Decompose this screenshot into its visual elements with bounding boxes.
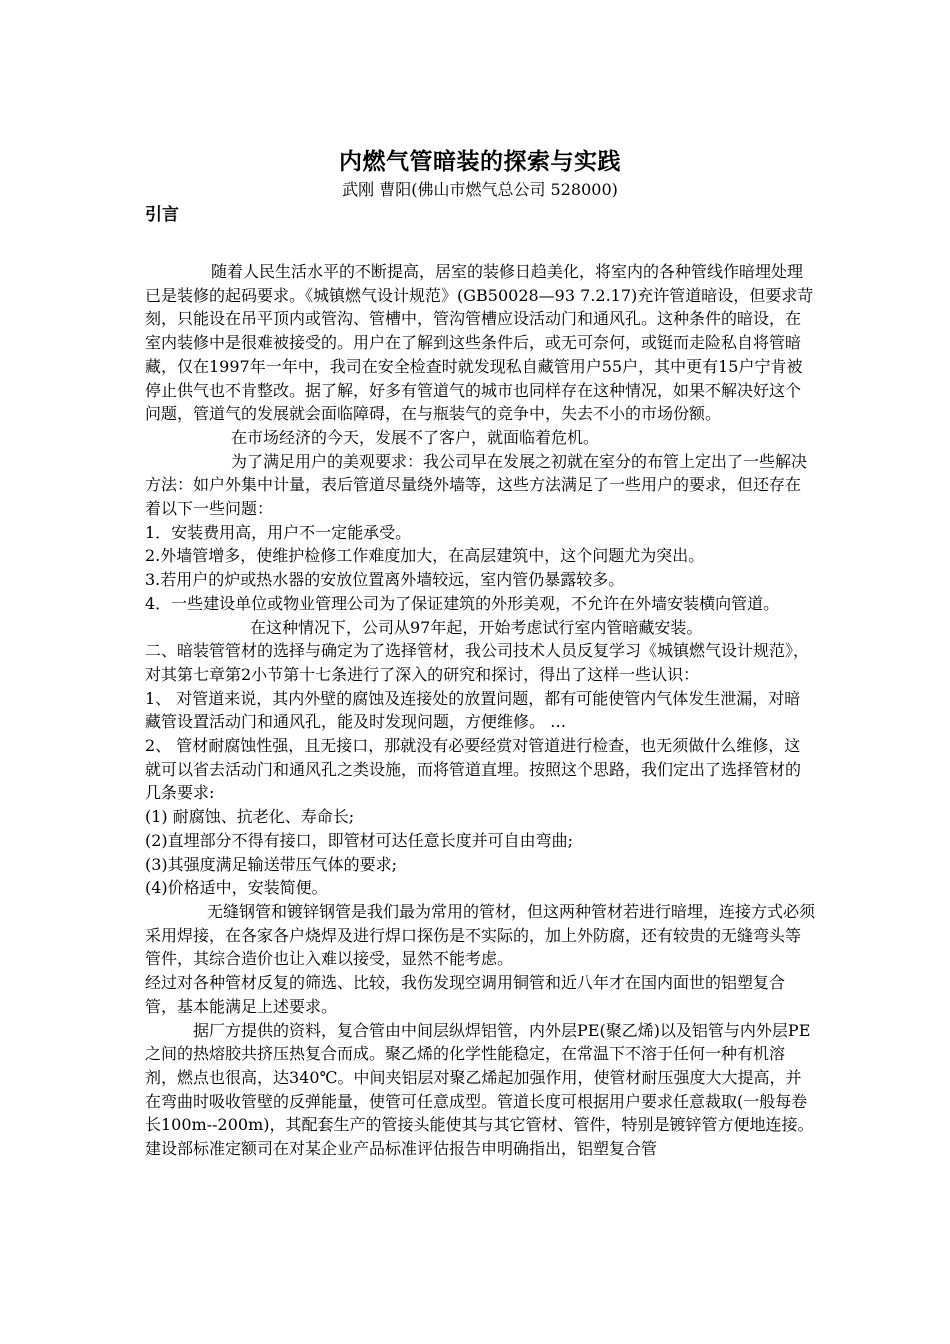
list-item: 2.外墙管增多，使维护检修工作难度加大，在高层建筑中，这个问题尤为突出。 <box>145 546 705 566</box>
paragraph: 为了满足用户的美观要求：我公司早在发展之初就在室分的布管上定出了一些解决方法：如户外集中计量，表后管道尽量绕外墙等，这些方法满足了一些用户的要求，但还存在着以下一些问题： <box>145 451 808 519</box>
list-item: 4．一些建设单位或物业管理公司为了保证建筑的外形美观，不允许在外墙安装横向管道。 <box>145 593 780 613</box>
paragraph: 无缝钢管和镀锌钢管是我们最为常用的管材，但这两种管材若进行暗埋，连接方式必须采用焊接，在各家各户烧焊及进行焊口探伤是不实际的，加上外防腐，还有较贵的无缝弯头等管件，其综合造价也让入难以接受，显然不能考虑。 <box>145 901 816 969</box>
list-item: 3.若用户的炉或热水器的安放位置离外墙较远，室内管仍暴露较多。 <box>145 570 625 590</box>
paragraph: 在这种情况下，公司从97年起，开始考虑试行室内管暗藏安装。 <box>250 617 703 637</box>
section-heading-intro: 引言 <box>145 205 179 225</box>
document-title: 内燃气管暗装的探索与实践 <box>339 148 621 175</box>
list-item: 2、 管材耐腐蚀性强，且无接口，那就没有必要经赏对管道进行检查，也无须做什么维修，这就可以省去活动门和通风孔之类设施，而将管道直埋。按照这个思路，我们定出了选择管材的几条要求: <box>145 736 802 803</box>
requirement-item: (1) 耐腐蚀、抗老化、寿命长; <box>145 807 355 827</box>
paragraph: 在市场经济的今天，发展不了客户，就面临着危机。 <box>231 427 600 447</box>
requirement-item: (2)直埋部分不得有接口，即管材可达任意长度并可自由弯曲; <box>145 830 574 850</box>
paragraph: 随着人民生活水平的不断提高，居室的装修日趋美化，将室内的各种管线作暗埋处理已是装修的起码要求。《城镇燃气设计规范》(GB50028—93 7.2.17)充许管道暗设，但要求苛刻，只能设在吊平顶内或管沟、管槽中，管沟管槽应设活动门和通风孔。这种条件的暗设，在室内装修中是很难被接受的。用户在了解到这些条件后，或无可奈何，或铤而走险私自将管暗藏，仅在1997年一年中，我司在安全检查时就发现私自藏管用户55户，其中更有15户宁肯被停止供气也不肯整改。据了解，好多有管道气的城市也同样存在这种情况，如果不解决好这个问题，管道气的发展就会面临障碍，在与瓶装气的竞争中，失去不小的市场份额。 <box>145 262 814 424</box>
requirement-item: (3)其强度满足输送带压气体的要求; <box>145 854 398 874</box>
list-item: 1、 对管道来说，其内外壁的腐蚀及连接处的放置问题，都有可能使管内气体发生泄漏，对暗藏管设置活动门和通风孔，能及时发现问题，方便维修。 … <box>145 688 801 732</box>
document-page <box>145 146 815 1161</box>
document-author: 武刚 曹阳(佛山市燃气总公司 528000) <box>342 180 618 199</box>
list-item: 1．安装费用高，用户不一定能承受。 <box>145 522 412 542</box>
paragraph: 经过对各种管材反复的筛选、比较，我伤发现空调用铜管和近八年才在国内面世的铝塑复合管，基本能满足上述要求。 <box>145 973 786 1016</box>
paragraph: 据厂方提供的资料，复合管由中间层纵焊铝管，内外层PE(聚乙烯)以及铝管与内外层PE之间的热熔胶共挤压热复合而成。聚乙烯的化学性能稳定，在常温下不溶于任何一种有机溶剂，燃点也很高，达340℃。中间夹铝层对聚乙烯起加强作用，使管材耐压强度大大提高，并在弯曲时吸收管壁的反弹能量，使管可任意成型。管道长度可根据用户要求任意裁取(一般每卷长100m--200m)，其配套生产的管接头能使其与其它管材、管件，特别是镀锌管方便地连接。建设部标准定额司在对某企业产品标准评估报告申明确指出，铝塑复合管 <box>145 1020 814 1159</box>
requirement-item: (4)价格适中，安装简便。 <box>145 878 328 898</box>
document-body <box>145 260 815 1161</box>
section-heading-pipe-selection: 二、暗装管管材的选择与确定为了选择管材，我公司技术人员反复学习《城镇燃气设计规范》，对其第七章第2小节第十七条进行了深入的研究和探讨，得出了这样一些认识： <box>145 641 810 684</box>
